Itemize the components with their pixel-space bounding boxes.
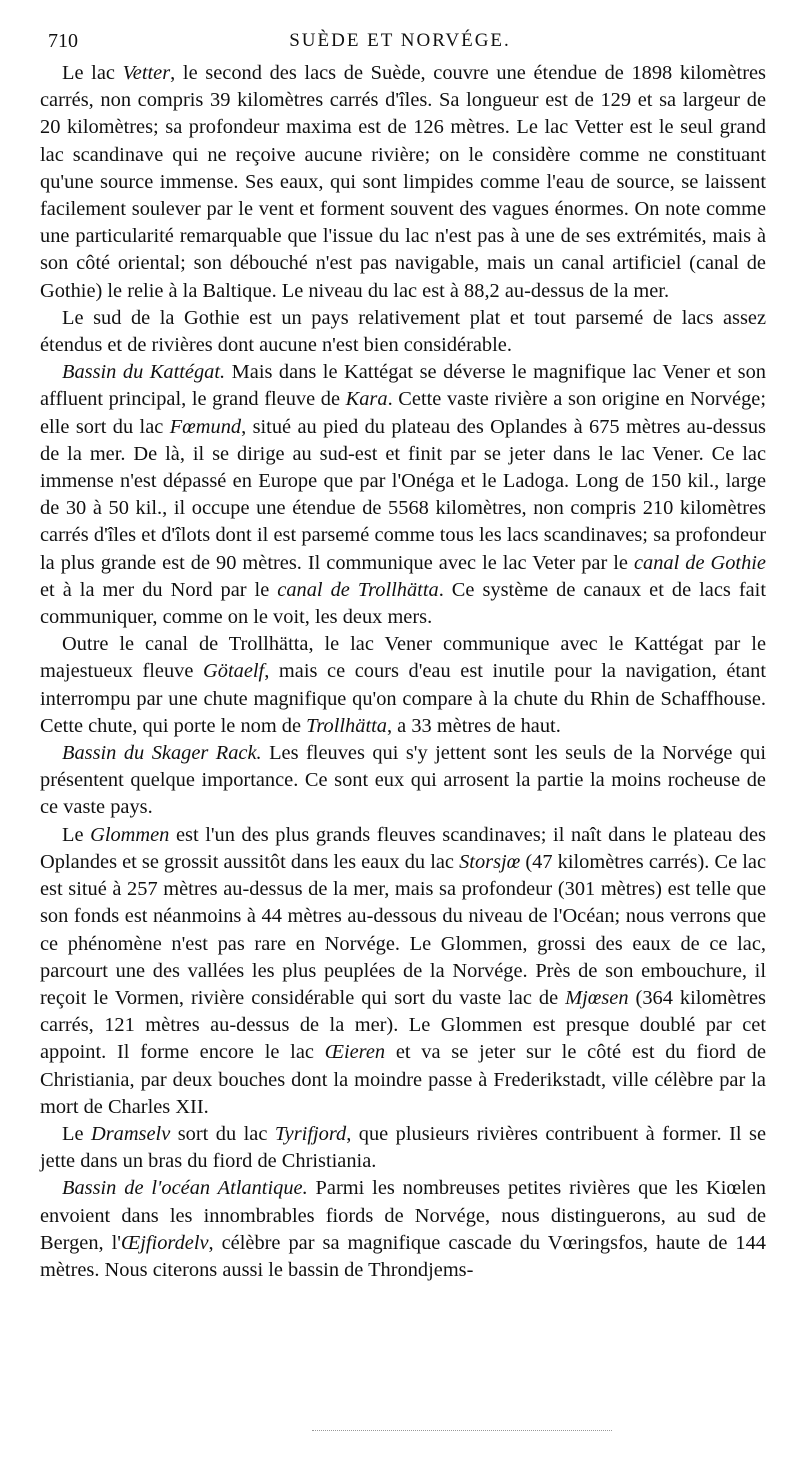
text-run: sort du lac	[170, 1122, 275, 1145]
italic-term: Trollhätta	[306, 714, 387, 737]
italic-term: Glommen	[90, 823, 170, 846]
text-run: Les fleuves qui s'y jettent sont les seuls de la Norvége qui présentent quelque importance. Ce sont eux qui arrosent la partie la moins rocheuse de ce vaste pays.	[40, 742, 766, 819]
paragraph	[40, 1175, 766, 1284]
italic-term: Bassin du Skager Rack.	[62, 742, 262, 765]
text-run: . Cette vaste rivière a son origine en Norvége; elle sort du lac	[40, 388, 766, 438]
text-run: est l'un des plus grands fleuves scandinaves; il naît dans le plateau des Oplandes et se grossit aussitôt dans les eaux du lac	[40, 823, 766, 873]
italic-term: Fœmund	[169, 415, 242, 438]
text-run: Le	[62, 1122, 91, 1145]
page-number: 710	[48, 30, 78, 52]
text-run: , le second des lacs de Suède, couvre une étendue de 1898 kilomètres carrés, non compris 39 kilomètres carrés d'îles. Sa longueur est de 129 et sa largeur de 20 kilomètres; sa profondeur maxima est de 126 mètres. Le lac Vetter est le seul grand lac scandinave qui ne reçoive aucune rivière; on le considère comme ne constituant qu'une source immense. Ses eaux, qui sont limpides comme l'eau de source, se laissent facilement soulever par le vent et forment souvent des vagues énormes. On note comme une particularité remarquable que l'issue du lac n'est pas à une de ses extrémités, mais à son côté oriental; son débouché n'est pas navigable, mais un canal artificiel (canal de Gothie) le relie à la Baltique. Le niveau du lac est à 88,2 au-dessus de la mer.	[40, 62, 766, 302]
italic-term: Storsjœ	[459, 850, 521, 873]
italic-term: Mjœsen	[565, 986, 629, 1009]
body-text	[40, 60, 766, 1284]
italic-term: Œjfiordelv	[120, 1231, 209, 1254]
text-run: Parmi les nombreuses petites rivières que les Kiœlen envoient dans les innombrables fiords de Norvége, nous distinguerons, au sud de Bergen, l'	[40, 1177, 766, 1254]
text-run: et va se jeter sur le côté est du fiord de Christiania, par deux bouches dont la moindre passe à Frederikstadt, ville célèbre par la mort de Charles XII.	[40, 1041, 766, 1118]
text-run: , a 33 mètres de haut.	[386, 714, 561, 737]
text-run: Le	[62, 823, 91, 846]
text-run: , situé au pied du plateau des Oplandes à 675 mètres au-dessus de la mer. De là, il se dirige au sud-est et finit par se jeter dans le lac Vener. Ce lac immense n'est dépassé en Europe que par l'Onéga et le Ladoga. Long de 150 kil., large de 30 à 50 kil., il occupe une étendue de 5568 kilomètres, non compris 210 kilomètres carrés d'îles et d'îlots dont il est parsemé comme tous les lacs scandinaves; sa profondeur la plus grande est de 90 mètres. Il communique avec le lac Veter par le	[40, 415, 766, 574]
paragraph	[40, 60, 766, 305]
text-run: (364 kilomètres carrés, 121 mètres au-dessus de la mer). Le Glommen est presque doublé par cet appoint. Il forme encore le lac	[40, 986, 766, 1064]
text-run: Le lac	[62, 62, 123, 84]
text-run: . Ce système de canaux et de lacs fait communiquer, comme on le voit, les deux mers.	[40, 578, 767, 629]
text-run: , célèbre par sa magnifique cascade du Vœringsfos, haute de 144 mètres. Nous citerons aussi le bassin de Throndjems-	[40, 1231, 766, 1281]
italic-term: canal de Gothie	[633, 551, 766, 574]
italic-term: Dramselv	[90, 1122, 171, 1145]
text-run: (47 kilomètres carrés). Ce lac est situé à 257 mètres au-dessus de la mer, mais sa profondeur (301 mètres) est telle que son fonds est néanmoins à 44 mètres au-dessous du niveau de l'Océan; nous verrons que ce phénomène n'est pas rare en Norvége. Le Glommen, grossi des eaux de ce lac, parcourt une des vallées les plus peuplées de la Norvége. Près de son embouchure, il reçoit le Vormen, rivière considérable qui sort du vaste lac de	[40, 850, 766, 1009]
paragraph	[40, 631, 766, 740]
italic-term: Vetter	[122, 62, 171, 84]
paragraph	[40, 822, 766, 1121]
italic-term: Œieren	[324, 1041, 386, 1064]
paragraph	[40, 305, 766, 359]
italic-term: Götaelf	[203, 660, 265, 683]
italic-term: Kara	[345, 388, 388, 411]
paragraph	[40, 740, 766, 822]
italic-term: Bassin du Kattégat.	[62, 361, 226, 384]
paragraph	[40, 1121, 766, 1175]
text-run: , que plusieurs rivières contribuent à former. Il se jette dans un bras du fiord de Christiania.	[40, 1122, 766, 1173]
paragraph	[40, 359, 766, 631]
text-run: , mais ce cours d'eau est inutile pour la navigation, étant interrompu par une chute magnifique qu'on compare à la chute du Rhin de Schaffhouse. Cette chute, qui porte le nom de	[40, 660, 766, 737]
page-header	[42, 30, 758, 60]
text-run: Outre le canal de Trollhätta, le lac Vener communique avec le Kattégat par le majestueux fleuve	[40, 633, 766, 683]
text-run: Le sud de la Gothie est un pays relativement plat et tout parsemé de lacs assez étendus et de rivières dont aucune n'est bien considérable.	[40, 306, 766, 357]
italic-term: canal de Trollhätta	[277, 578, 439, 601]
text-run: Mais dans le Kattégat se déverse le magnifique lac Vener et son affluent principal, le grand fleuve de	[40, 361, 766, 411]
text-run: et à la mer du Nord par le	[40, 578, 278, 601]
footer-rule	[312, 1430, 612, 1431]
italic-term: Bassin de l'océan Atlantique.	[62, 1177, 308, 1200]
running-title: SUÈDE ET NORVÉGE.	[289, 30, 511, 51]
italic-term: Tyrifjord	[274, 1122, 347, 1145]
